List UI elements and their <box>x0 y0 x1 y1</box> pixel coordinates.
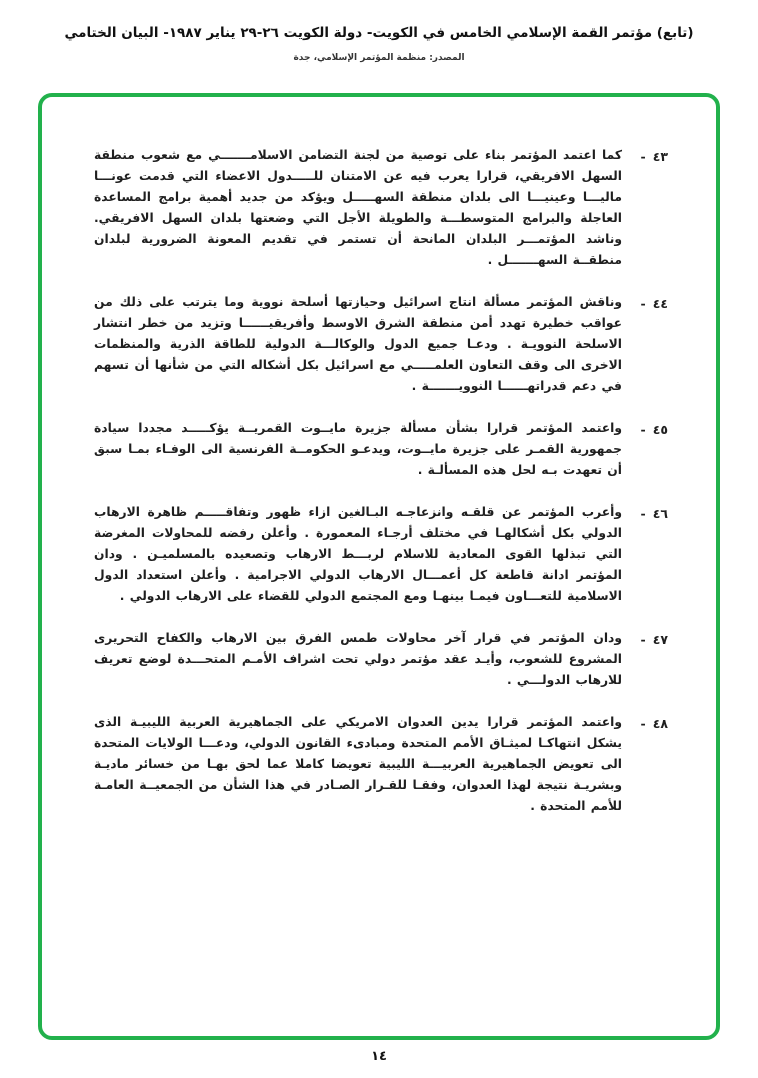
list-item <box>94 145 668 271</box>
item-number <box>622 145 668 167</box>
item-text: ودان المؤتمر في قرار آخر محاولات طمس الفرق بين الارهاب والكفاح التحريرى المشروع للشعوب، وأيـد عقد مؤتمر دولي تحت اشراف الأمـم المتحـــدة لوضع تعريف للارهاب الدولـــي . <box>94 631 622 687</box>
list-item <box>94 712 668 817</box>
document-header <box>0 24 758 63</box>
list-item <box>94 502 668 607</box>
item-text: واعتمد المؤتمر قرارا يدين العدوان الامريكي على الجماهيرية العربية الليبيـة الذى يشكل انتهاكـا لميثـاق الأمم المتحدة ومبادىء القانون الدولي، ودعـــا الولايات المتحدة الى تعويض الجماهيرية العربيـــة الليبية تعويضا كاملا عما لحق بهـا من خسائر ماديـة وبشريـة نتيجة لهذا العدوان، وفقـا للقـرار الصـادر في هذا الشأن من الجمعيــة العامـة للأمم المتحدة . <box>94 715 622 813</box>
item-text: وناقش المؤتمر مسألة انتاج اسرائيل وحيازتها أسلحة نووية وما يترتب على ذلك من عواقب خطيرة تهدد أمن منطقة الشرق الاوسط وأفريقيــــــا وتزيد من خطر انتشار الاسلحة النوويـة . ودعـا جميع الدول والوكالـــة الدولية للطاقة الذرية والمنظمات الاخرى الى وقف التعاون العلمـــــي مع اسرائيل بكل أشكاله التي من شأنها أن تسهم في دعم قدراتهــــــا النوويـــــــة . <box>94 295 622 393</box>
page-footer <box>0 1045 758 1064</box>
item-number-dash: - <box>640 149 646 164</box>
page-number: ١٤ <box>371 1049 387 1064</box>
item-number-value: ٤٤ <box>652 296 668 311</box>
list-item <box>94 418 668 481</box>
item-number <box>622 502 668 524</box>
item-text: واعتمد المؤتمر قرارا بشأن مسألة جزيرة مايــوت القمريــة يؤكـــــد مجددا سيادة جمهورية القمـر على جزيرة مايــوت، ويدعـو الحكومــة الفرنسية الى الوفـاء بمـا سبق أن تعهدت بـه لحل هذه المسألـة . <box>94 421 622 477</box>
item-number-dash: - <box>640 506 646 521</box>
item-text: وأعرب المؤتمر عن قلقـه وانزعاجـه البـالغين ازاء ظهور وتفاقـــــم ظاهرة الارهاب الدولي بكل أشكالهـا في مختلف أرجـاء المعمورة . وأعلن رفضه للمحاولات المغرضة التي تبذلها القوى المعادية للاسلام لربـــط الارهاب وتصعيده بالمسلميـن . ودان المؤتمر ادانة قاطعة كل أعمـــال الارهاب الدولي الاجرامية . وأعلن استعداد الدول الاسلامية للتعـــاون فيمـا بينهـا ومع المجتمع الدولي للقضاء على الارهاب الدولي . <box>94 505 622 603</box>
item-text: كما اعتمد المؤتمر بناء على توصية من لجنة التضامن الاسلامـــــــي مع شعوب منطقة السهل الافريقي، قرارا يعرب فيه عن الامتنان للـــــدول الاعضاء التي قدمت عونـــا ماليـــا وعينيـــا الى بلدان منطقة السهـــــل ويؤكد من جديد أهمية برامج المساعدة العاجلة والبرامج المتوسطـــة والطويلة الأجل التي وضعتها بلدان السهل الافريقي. وناشد المؤتمـــر البلدان المانحة أن تستمر في تقديم المعونة الضرورية لبلدان منطقــة السهـــــــل . <box>94 148 622 267</box>
item-number-dash: - <box>640 296 646 311</box>
item-number-value: ٤٧ <box>652 632 668 647</box>
item-number-value: ٤٥ <box>652 422 668 437</box>
list-item <box>94 292 668 397</box>
item-number-value: ٤٣ <box>652 149 668 164</box>
item-number-dash: - <box>640 422 646 437</box>
item-number-value: ٤٦ <box>652 506 668 521</box>
item-number-value: ٤٨ <box>652 716 668 731</box>
item-number <box>622 292 668 314</box>
list-item <box>94 628 668 691</box>
item-number <box>622 628 668 650</box>
item-number <box>622 418 668 440</box>
item-number <box>622 712 668 734</box>
resolution-list <box>94 145 668 838</box>
item-number-dash: - <box>640 716 646 731</box>
item-number-dash: - <box>640 632 646 647</box>
content-frame <box>38 93 720 1040</box>
source-line: المصدر: منظمة المؤتمر الإسلامي، جدة <box>293 53 465 64</box>
page-title: (تابع) مؤتمر القمة الإسلامي الخامس في الكويت- دولة الكويت ٢٦-٢٩ يناير ١٩٨٧- البيان الختامي <box>64 25 694 41</box>
